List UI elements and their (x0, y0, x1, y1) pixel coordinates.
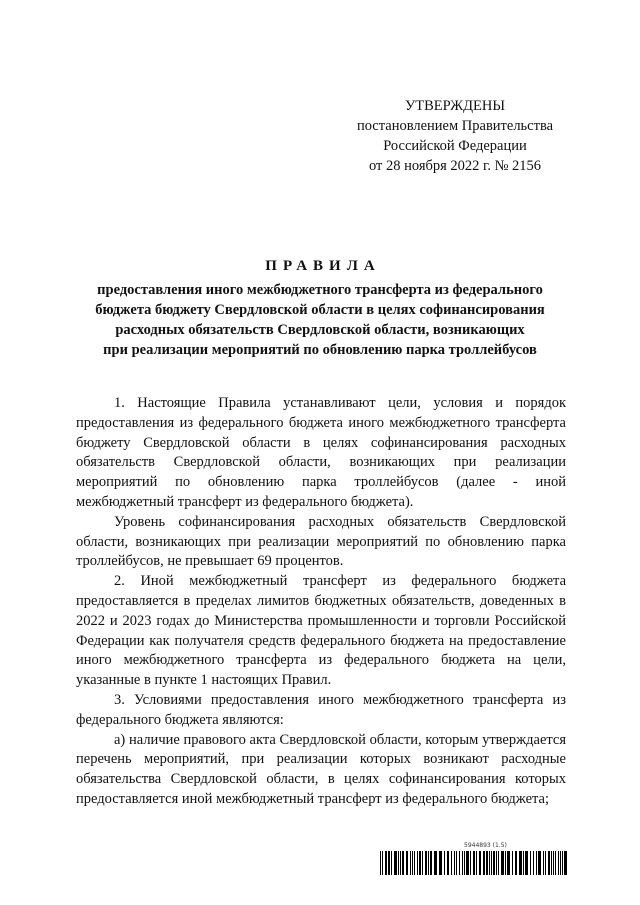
barcode-block (380, 842, 570, 882)
barcode-bar (530, 851, 531, 875)
barcode-bar (473, 851, 475, 875)
barcode-bar (533, 851, 534, 875)
subtitle-line: расходных обязательств Свердловской области, возникающих (115, 322, 525, 338)
barcode-bar (512, 851, 513, 875)
paragraph-cofinancing-level: Уровень софинансирования расходных обязательств Свердловской области, возникающих при реализации мероприятий по обновлению парка троллейбусов, не превышает 69 процентов. (76, 513, 566, 570)
barcode-bar (501, 851, 504, 875)
subtitle-line: бюджета бюджету Свердловской области в целях софинансирования (95, 302, 545, 318)
barcode-image (380, 851, 570, 875)
barcode-bar (410, 851, 411, 875)
barcode-bar (456, 851, 457, 875)
barcode-bar (476, 851, 477, 875)
barcode-bar (454, 851, 455, 875)
barcode-number: 5944893 (1.5) (464, 842, 507, 849)
barcode-bar (496, 851, 497, 875)
barcode-bar (464, 851, 465, 875)
barcode-bar (543, 851, 544, 875)
barcode-bar (538, 851, 541, 875)
barcode-bar (459, 851, 460, 875)
barcode-bar (434, 851, 437, 875)
approval-heading: УТВЕРЖДЕНЫ (404, 98, 506, 114)
document-title: ПРАВИЛА (265, 258, 381, 274)
barcode-bar (536, 851, 537, 875)
barcode-bar (491, 851, 492, 875)
barcode-bar (486, 851, 488, 875)
approval-date-number: от 28 ноября 2022 г. № 2156 (368, 158, 542, 174)
barcode-bar (385, 851, 387, 875)
paragraph-1: 1. Настоящие Правила устанавливают цели, условия и порядок предоставления из федерального бюджета иного межбюджетного трансферта бюджету Свердловской области в целях софинансирования расходных обязательств Свердловской области, возникающих при реализации мероприятий по обновлению парка троллейбусов (далее - иной межбюджетный трансферт из федерального бюджета). (76, 395, 566, 510)
barcode-bar (555, 851, 556, 875)
barcode-bar (523, 851, 524, 875)
barcode-bar (394, 851, 397, 875)
barcode-bar (493, 851, 495, 875)
barcode-bar (439, 851, 442, 875)
barcode-bar (560, 851, 561, 875)
barcode-bar (388, 851, 390, 875)
barcode-bar (462, 851, 463, 875)
barcode-bar (545, 851, 546, 875)
barcode-bar (525, 851, 528, 875)
barcode-bar (425, 851, 427, 875)
barcode-bar (519, 851, 522, 875)
barcode-bar (417, 851, 418, 875)
approval-decree-line: постановлением Правительства (356, 118, 554, 134)
approval-government-line: Российской Федерации (383, 138, 527, 154)
barcode-bar (548, 851, 550, 875)
barcode-bar (451, 851, 452, 875)
barcode-bar (515, 851, 517, 875)
barcode-bar (562, 851, 563, 875)
barcode-bar (430, 851, 432, 875)
barcode-bar (483, 851, 485, 875)
subtitle-line: при реализации мероприятий по обновлению парка троллейбусов (103, 342, 537, 358)
barcode-bar (553, 851, 554, 875)
barcode-bar (380, 851, 381, 875)
barcode-bar (507, 851, 510, 875)
barcode-bar (382, 851, 383, 875)
barcode-bar (412, 851, 413, 875)
document-body (76, 394, 566, 810)
barcode-bar (558, 851, 559, 875)
barcode-bar (564, 851, 567, 875)
barcode-bar (470, 851, 471, 875)
paragraph-3: 3. Условиями предоставления иного межбюджетного трансферта из федерального бюджета являются: (76, 691, 566, 728)
barcode-bar (400, 851, 401, 875)
barcode-bar (391, 851, 392, 875)
barcode-bar (444, 851, 445, 875)
barcode-bar (498, 851, 499, 875)
barcode-bar (551, 851, 552, 875)
approval-block (340, 96, 570, 176)
barcode-bar (398, 851, 399, 875)
barcode-bar (406, 851, 408, 875)
subtitle-line: предоставления иного межбюджетного трансферта из федерального (97, 282, 543, 298)
paragraph-3a: а) наличие правового акта Свердловской области, которым утверждается перечень мероприятий, при реализации которых возникают расходные обязательства Свердловской области, в целях софинансирования которых предоставляется иной межбюджетный трансферт из федерального бюджета; (76, 731, 566, 807)
document-subtitle (60, 280, 580, 360)
barcode-bar (505, 851, 506, 875)
barcode-bar (479, 851, 481, 875)
barcode-bar (489, 851, 490, 875)
barcode-bar (428, 851, 429, 875)
barcode-bar (466, 851, 469, 875)
barcode-bar (402, 851, 404, 875)
barcode-bar (419, 851, 421, 875)
barcode-bar (447, 851, 449, 875)
barcode-bar (422, 851, 423, 875)
barcode-bar (414, 851, 415, 875)
paragraph-2: 2. Иной межбюджетный трансферт из федерального бюджета предоставляется в пределах лимитов бюджетных обязательств, доведенных в 2022 и 2023 годах до Министерства промышленности и торговли Российской Федерации как получателя средств федерального бюджета на предоставление иного межбюджетного трансферта из федерального бюджета на цели, указанные в пункте 1 настоящих Правил. (76, 573, 566, 689)
